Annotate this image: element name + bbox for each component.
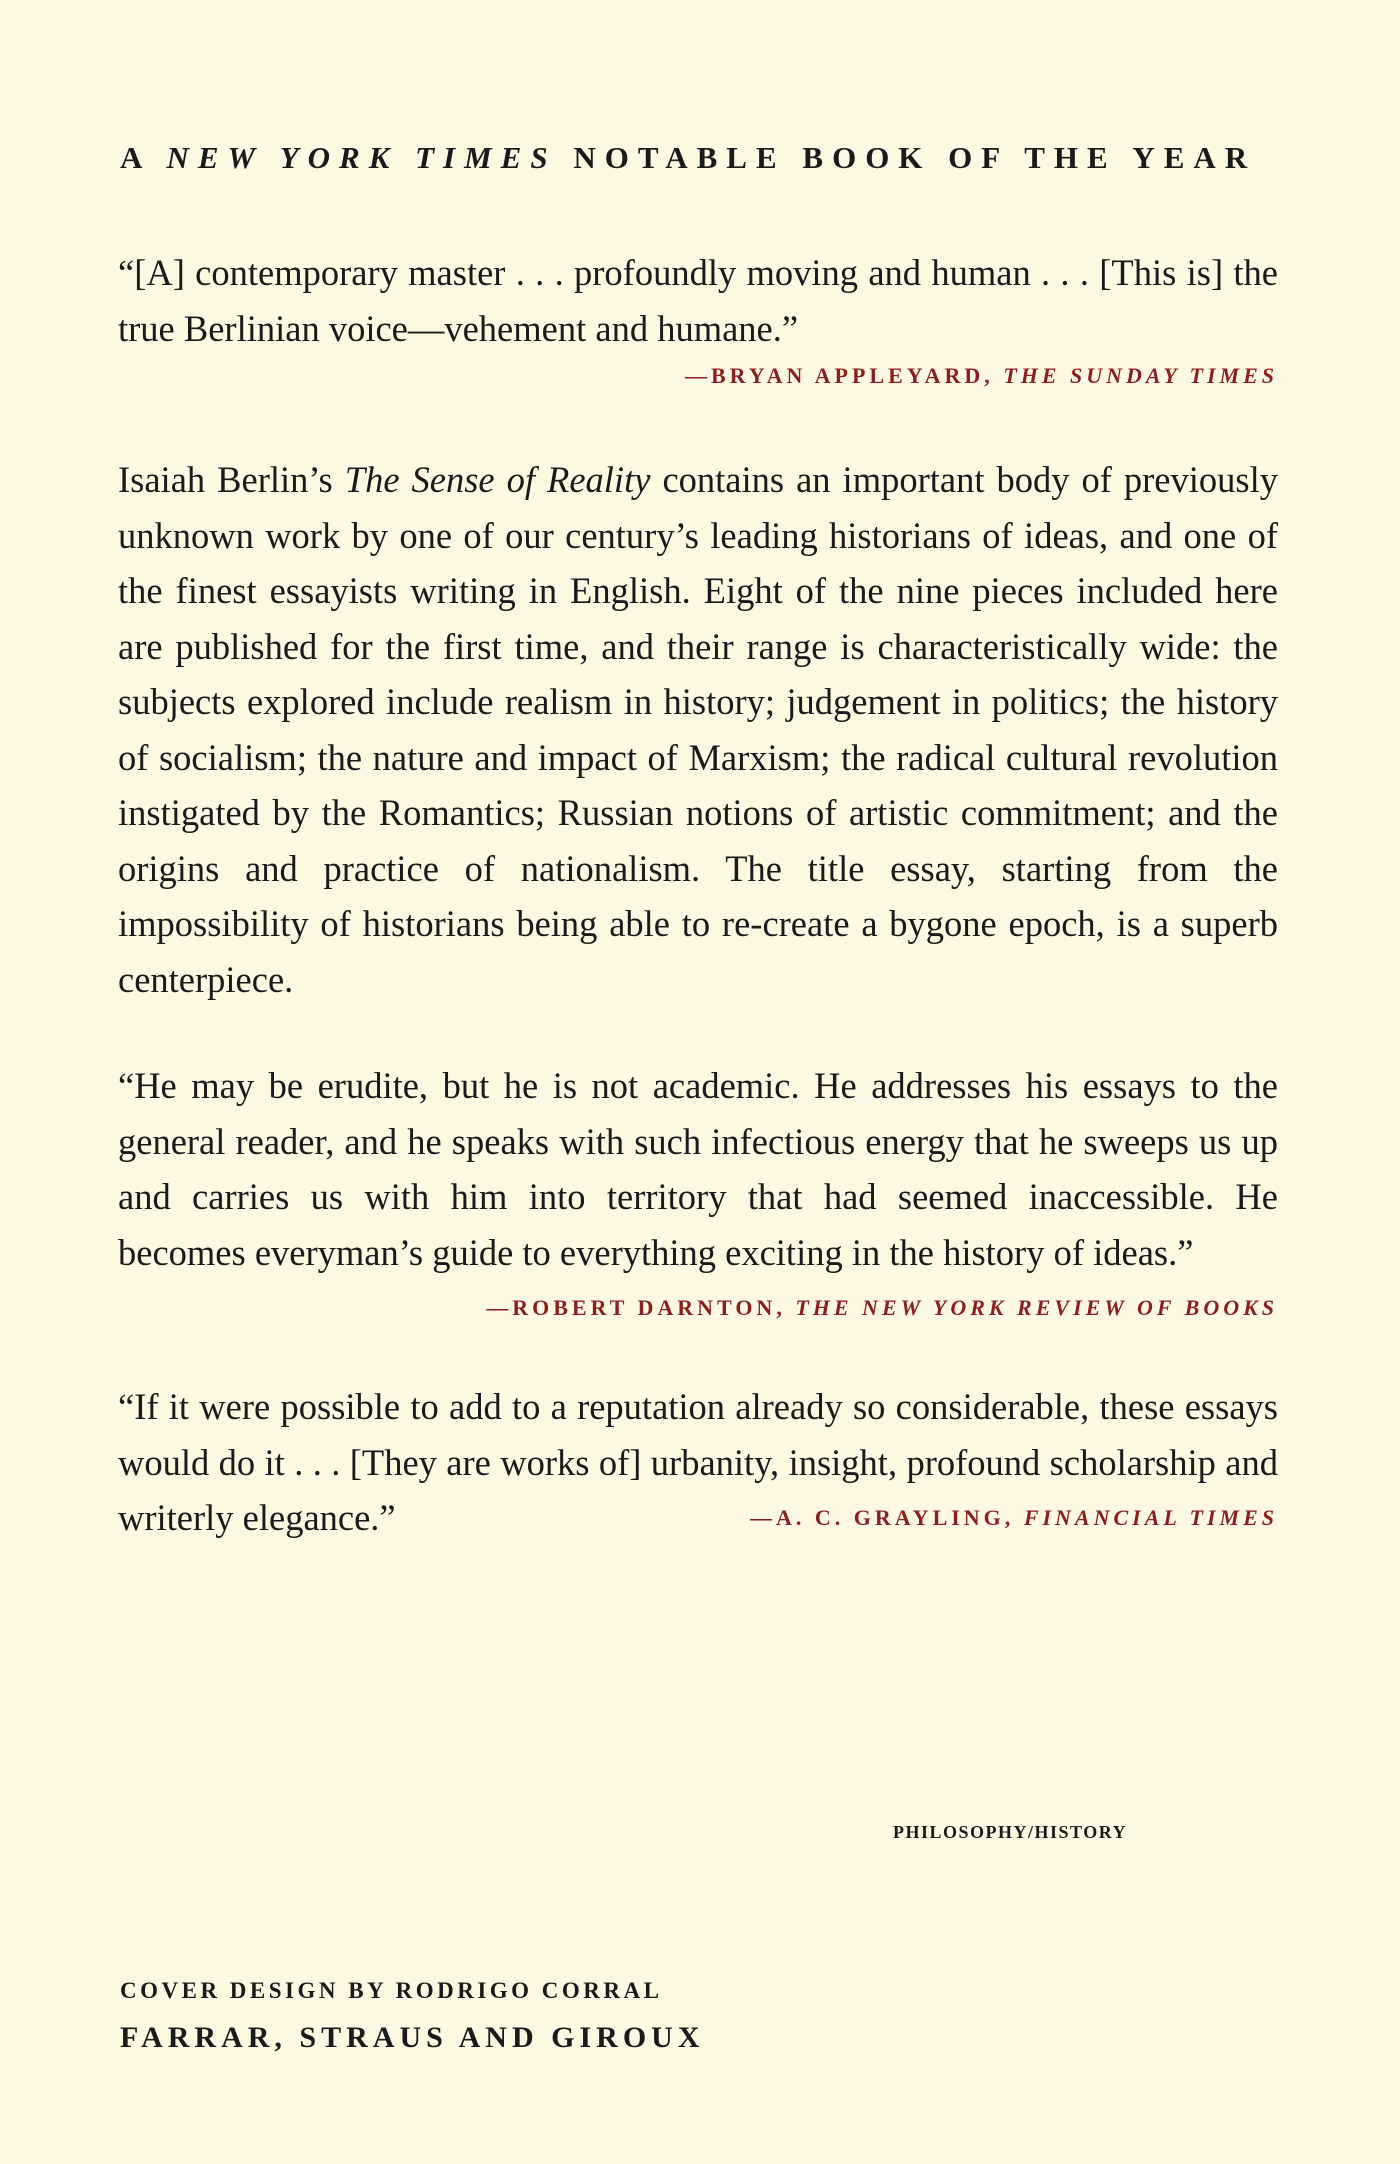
description-body: contains an important body of previously unknown work by one of our century’s leading historians of ideas, and one of the finest essayists writing in English. Eight of the nine pieces included here are published for the first time, and their range is characteristically wide: the subjects explored include realism in history; judgement in politics; the history of socialism; the nature and impact of Marxism; the radical cultural revolution instigated by the Romantics; Russian notions of artistic commitment; and the origins and practice of nationalism. The title essay, starting from the impossibility of historians being able to re-create a bygone epoch, is a superb centerpiece. bbox=[118, 459, 1278, 1000]
description-paragraph bbox=[118, 452, 1278, 1007]
attribution-source: THE NEW YORK REVIEW OF BOOKS bbox=[795, 1295, 1278, 1320]
book-title: The Sense of Reality bbox=[344, 459, 651, 500]
attribution-source: THE SUNDAY TIMES bbox=[1003, 363, 1278, 388]
quote-darnton-paragraph bbox=[118, 1058, 1278, 1320]
quote-appleyard-text: “[A] contemporary master . . . profoundly moving and human . . . [This is] the true Berlinian voice—vehement and humane.” bbox=[118, 252, 1278, 349]
quote-appleyard bbox=[118, 245, 1278, 396]
description-lead: Isaiah Berlin’s bbox=[118, 459, 333, 500]
publisher-name: FARRAR, STRAUS AND GIROUX bbox=[120, 2021, 705, 2054]
quote-darnton-text: “He may be erudite, but he is not academic. He addresses his essays to the general reader, and he speaks with such infectious energy that he sweeps us up and carries us with him into territory that had seemed inaccessible. He becomes everyman’s guide to everything exciting in the history of ideas.” bbox=[118, 1065, 1278, 1273]
award-header bbox=[120, 140, 1280, 176]
quote-appleyard-attribution bbox=[118, 356, 1278, 396]
category-label: PHILOSOPHY/HISTORY bbox=[893, 1822, 1128, 1842]
award-suffix: NOTABLE BOOK OF THE YEAR bbox=[573, 140, 1257, 175]
quote-darnton bbox=[118, 1058, 1278, 1336]
attribution-name: —ROBERT DARNTON, bbox=[486, 1295, 786, 1320]
attribution-source: FINANCIAL TIMES bbox=[1023, 1505, 1278, 1530]
quote-grayling-text: “If it were possible to add to a reputation already so considerable, these essays would do it . . . [They are works of] urbanity, insight, profound scholarship and writerly elegance.” bbox=[118, 1386, 1278, 1538]
quote-grayling-attribution bbox=[750, 1490, 1278, 1546]
quote-darnton-attribution bbox=[486, 1280, 1278, 1336]
attribution-name: —A. C. GRAYLING, bbox=[750, 1505, 1015, 1530]
quote-grayling-paragraph bbox=[118, 1379, 1278, 1546]
quote-grayling bbox=[118, 1379, 1278, 1546]
cover-design-credit: COVER DESIGN BY RODRIGO CORRAL bbox=[120, 1978, 663, 2003]
attribution-name: —BRYAN APPLEYARD, bbox=[684, 363, 994, 388]
book-description bbox=[118, 452, 1278, 1007]
award-prefix: A bbox=[120, 140, 150, 175]
award-publication: NEW YORK TIMES bbox=[166, 140, 557, 175]
